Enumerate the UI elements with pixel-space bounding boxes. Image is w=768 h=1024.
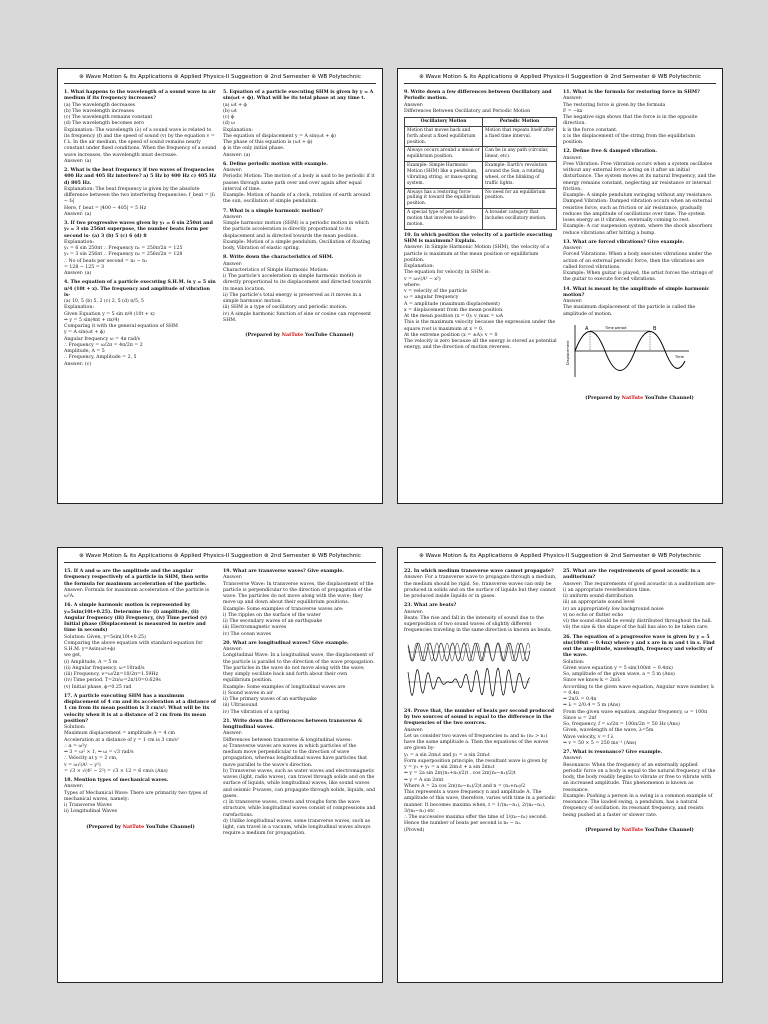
question-heading: 27. What is resonance? Give example. <box>563 750 663 755</box>
text-line: Answer: For a transverse wave to propagate through a medium, the medium should be rigid. So, transverse waves can only be produced in solids and on the surface of liquids but they cannot be produced inside liquids or in gases. <box>404 575 557 599</box>
text-line: Answer: The requirements of good acoustic in a auditorium are- <box>563 581 716 587</box>
text-line: ∴ Velocity at y = 2 cm, <box>64 756 118 762</box>
text-line: Explanation: <box>64 239 94 245</box>
text-line: ⇒ 3 = ω² × 1, ⇒ ω = √3 rad/s <box>64 750 134 755</box>
text-line: Solution: <box>563 659 585 665</box>
text-line: F = −kx <box>563 108 583 114</box>
content-block <box>404 569 557 635</box>
document-page-3 <box>57 547 383 983</box>
content-block <box>404 709 557 834</box>
text-line: (ii) Angular frequency, ω=10rad/s <box>64 665 145 671</box>
text-line: Answer: (c) <box>64 361 92 367</box>
content-block <box>563 90 716 318</box>
footer-prefix: (Prepared by <box>86 823 123 830</box>
text-line: Damped Vibration: Damped vibration occurs when an external resistive force, such as friction or air resistance, gradually reduces the amplitude of oscillations over time. The system loses energy as it vibrates, eventually coming to rest. <box>563 199 713 223</box>
text-line: Comparing the above equation with standard equation for S.H.M. y=Asin(ωt+ϕ) <box>64 640 203 652</box>
text-line: i) The ripples on the surface of the water <box>223 612 321 618</box>
text-line: y₁ = a sin 2πn₁t and y₂ = a sin 2πn₂t <box>404 752 490 758</box>
page-column-right <box>223 566 376 976</box>
text-line: iv) an appropriately low background noise <box>563 606 664 612</box>
document-page-4 <box>397 547 723 983</box>
text-line: Answer: <box>563 246 583 251</box>
footer-prefix: (Prepared by <box>245 332 282 338</box>
beats-waveform-diagram <box>404 638 534 700</box>
text-line: y = A sin(ωt + ϕ) <box>64 330 105 336</box>
text-line: Wave velocity, v = f λ <box>563 734 614 740</box>
label-a: A <box>585 325 589 332</box>
text-line: ii) The primary waves of an earthquake <box>223 697 317 702</box>
text-line: ⇒ λ = 2/0.4 = 5 m (Ans) <box>563 703 621 709</box>
text-line: This represents a wave frequency n and amplitude A. The amplitude of this wave, therefore, varies with time in a periodic manner. It becomes maxima when, t = 1/(n₂−n₁), 2/(n₂−n₁), 3/(n₂−n₁) etc <box>404 790 556 814</box>
footer-credit <box>223 332 376 338</box>
question-heading: 26. The equation of a progressive wave is given by y = 5 sin(100πt − 0.4πx) where y and x are in m and t in s. Find out the amplitude, wavelength, frequency and velocity of the wave. <box>563 634 715 659</box>
question-heading: 18. Mention types of mechanical waves. <box>64 778 169 783</box>
text-line: Simple harmonic motion (SHM) is a periodic motion in which the particle acceleration is directly proportional to its displacement and is directed towards the mean position. <box>223 221 369 239</box>
text-line: x = displacement from the mean position. <box>404 307 504 313</box>
text-line: Answer: <box>223 168 243 173</box>
text-line: vii) the size & the shape of the hall has also to be taken care. <box>563 625 709 631</box>
text-line: The negative sign shows that the force is in the opposite direction. <box>563 115 698 127</box>
text-line: Explanation: The beat frequency is given by the absolute difference between the two interfering frequencies: f_beat = |f₁ − f₂| <box>64 186 216 205</box>
question-heading: 2. What is the beat frequency if two waves of frequencies 400 Hz and 405 Hz interfere? a) 5 Hz b) 400 Hz c) 405 Hz d) 805 Hz. <box>64 168 217 186</box>
text-line: Here, f_beat = |400 − 405| = 5 Hz <box>64 205 147 211</box>
footer-brand: NatTute <box>122 823 145 830</box>
text-line: Forced Vibrations: When a body executes vibrations under the action of an external periodic force, then the vibrations are called forced vibrations. <box>563 252 712 270</box>
text-line: ⇒ 2π/λ = 0.4π <box>563 697 597 702</box>
text-line: Example: Pushing a person in a swing is a common example of resonance. The loaded swing, a pendulum, has a natural frequency of oscillation, its resonant frequency, and resists being pushed at a faster or slower rate. <box>563 793 713 818</box>
text-line: The maximum displacement of the particle is called the amplitude of motion. <box>563 305 696 317</box>
text-line: Answer: <box>223 731 243 737</box>
text-line: iv) The vibration of a spring <box>223 709 290 715</box>
text-line: Since ω = 2πf <box>563 715 597 721</box>
text-line: Answer: <box>563 299 583 304</box>
question-heading: 8. Write down the characteristics of SHM. <box>223 255 334 261</box>
text-line: Form superposition principle, the resultant wave is given by <box>404 758 548 764</box>
page-header: ⊛ Wave Motion & its Applications ⊛ Applied Physics-II Suggestion ⊛ 2nd Semester ⊛ WB Polytechnic <box>404 553 716 563</box>
content-block <box>404 233 557 352</box>
text-line: iii) Electromagnetic waves <box>223 625 287 631</box>
text-line: Example: Motion of hands of a clock, rotation of earth around the sun, oscillation of simple pendulum. <box>223 193 371 205</box>
text-line: (iii) Frequency, ν=ω/2π=10/2π=1.59Hz <box>64 672 159 677</box>
text-line: Answer: In Simple Harmonic Motion (SHM), the velocity of a particle is maximum at the mean position or equilibrium position. <box>404 245 550 263</box>
text-line: Beats: The rise and fall in the intensity of sound due to the superposition of two sound waves of slightly different frequencies traveling in the same direction is known as beats. <box>404 615 552 634</box>
question-heading: 20. What are longitudinal waves? Give example. <box>223 640 349 646</box>
text-line: x is the displacement of the string from the equilibrium position. <box>563 133 696 145</box>
question-heading: 11. What is the formula for restoring force in SHM? <box>563 90 700 95</box>
text-line: y₁ = 6 sin 250πt ∴ Frequency n₁ = 250π/2π = 125 <box>64 246 183 251</box>
footer-credit <box>64 824 217 830</box>
table-row <box>405 162 557 188</box>
text-line: v = velocity of the particle <box>404 289 467 294</box>
text-line: Resonance: When the frequency of an externally applied periodic force on a body is equal to the natural frequency of the body, the body readily begins to vibrate or free to vibrate with an increased amplitude. This phenomenon is known as resonance. <box>563 762 716 793</box>
text-line: Answer: <box>223 214 243 220</box>
text-line: So, frequency, f = ω/2π = 100π/2π = 50 Hz (Ans) <box>563 722 680 727</box>
text-line: The equation of displacement y = A sin(ωt + ϕ) <box>223 133 336 139</box>
text-line: Differences between transverse & longitudinal waves: <box>223 737 353 743</box>
text-line: Answer: <box>563 155 583 161</box>
question-heading: 17. A particle executing SHM has a maximum displacement of 4 cm and its acceleration at a distance of 1 cm from its mean position is 3 cm/s². What will be its velocity when it is at a distance of 2 cm from its mean position? <box>64 693 216 724</box>
content-block <box>64 569 217 816</box>
text-line: = 128 − 125 = 3 <box>64 264 105 270</box>
text-line: At the extreme position (x = ±A): v = 0 <box>404 332 498 338</box>
amplitude-diagram <box>563 321 693 381</box>
question-heading: 25. What are the requirements of good acoustic in a auditorium? <box>563 569 701 581</box>
text-line: ϕ is the only initial phase. <box>223 146 285 152</box>
table-cell: Example: Simple Harmonic Motion (SHM) like a pendulum, vibrating string, or mass-spring system. <box>405 162 483 188</box>
text-line: Periodic Motion: The motion of a body is said to be periodic if it passes through same path over and over again after equal interval of time. <box>223 174 375 192</box>
text-line: Let us consider two waves of frequencies n₁ and n₂ (n₂ > n₁) have the same amplitude a. Then the equations of the waves are given by- <box>404 733 549 752</box>
text-line: ∴ α = ω²y <box>64 743 87 749</box>
text-line: i) Sound waves in air <box>223 690 274 696</box>
text-line: (a) 10, 5 (b) 5, 2 (c) 2, 5 (d) π/5, 5 <box>64 299 144 304</box>
text-line: ii) The particle's total energy is preserved as it moves in a simple harmonic motion. <box>223 292 362 304</box>
page-header: ⊛ Wave Motion & its Applications ⊛ Applied Physics-II Suggestion ⊛ 2nd Semester ⊛ WB Polytechnic <box>64 74 376 84</box>
footer-suffix: YouTube Channel) <box>643 395 694 401</box>
text-line: Given wave equation y = 5 sin(100πt − 0.4πx) <box>563 665 673 671</box>
text-line: (a) ωt + ϕ <box>223 102 247 108</box>
footer-suffix: YouTube Channel) <box>643 826 694 833</box>
text-line: Answer: <box>404 102 424 108</box>
question-heading: 14. What is meant by the amplitude of simple harmonic motion? <box>563 286 710 298</box>
text-line: iii) SHM is a type of oscillatory and periodic motion. <box>223 305 348 311</box>
text-line: ⇒ y = A sin 2πnt <box>404 777 444 783</box>
text-line: Where A = 2a cos 2π((n₂−n₁)/2)t and n = (n₁+n₂)/2 <box>404 783 526 789</box>
text-line: (v) Initial phase, ϕ=0.25 rad <box>64 684 132 690</box>
label-b: B <box>653 325 657 332</box>
text-line: The restoring force is given by the formula <box>563 102 666 108</box>
text-line: Example: A simple pendulum swinging without any resistance. <box>563 193 713 198</box>
question-heading: 16. A simple harmonic motion is represented by y=5sin(10t+0.25). Determine its- (i) amplitude, (ii) Angular frequency (iii) Frequency, (iv) Time period (v) Initial phase (Displacement is measured in metre and time in seconds) <box>64 603 208 634</box>
question-heading: 24. Prove that, the number of beats per second produced by two sources of sound is equal to the difference in the frequencies of the two sources. <box>404 708 555 727</box>
question-heading: 12. Define free & damped vibration. <box>563 149 658 155</box>
table-cell: Always has a restoring force pulling it toward the equilibrium position. <box>405 188 483 209</box>
text-line: Longitudinal Wave: In a longitudinal wave, the displacement of the particle is parallel to the direction of the wave propagation. The particles in the wave do not move along with the wave; they simply oscillate back and forth about their own equilibrium position. <box>223 653 375 684</box>
text-line: iv) The ocean waves <box>223 631 272 637</box>
text-line: Explanation: <box>64 305 94 311</box>
text-line: Answer: <box>404 609 424 615</box>
text-line: k is the force constant. <box>563 127 618 133</box>
question-heading: 13. What are forced vibrations? Give example. <box>563 239 685 245</box>
text-line: Answer: Formula for maximum acceleration of the particle is ω²A. <box>64 587 210 599</box>
content-block <box>563 569 716 819</box>
text-line: Explanation: <box>223 127 253 133</box>
text-line: a) Transverse waves are waves in which particles of the medium move perpendicular to the direction of wave propagation, whereas longitudinal waves have particles that move parallel to the wave's direction. <box>223 743 368 768</box>
question-heading: 19. What are transverse waves? Give example. <box>223 569 344 574</box>
text-line: iii) Ultrasound <box>223 703 258 709</box>
table-cell: Example: Earth's revolution around the Sun, a rotating wheel, or the blinking of traffic lights. <box>483 162 557 188</box>
table-row <box>405 126 557 147</box>
question-heading: 21. Write down the differences between transverse & longitudinal waves. <box>223 718 363 730</box>
text-line: Given, wavelength of the wave, λ=5m <box>563 728 654 734</box>
table-header-cell: Periodic Motion <box>483 118 557 127</box>
question-heading: 10. In which position the velocity of a particle executing SHM is maximum? Explain. <box>404 232 553 244</box>
question-heading: 15. If A and ω are the amplitude and the angular frequency respectively of a particle in SHM, then write the formula for maximum acceleration of the particle. <box>64 569 209 587</box>
text-line: we get, <box>64 653 82 659</box>
table-row <box>405 188 557 209</box>
table-row <box>405 209 557 230</box>
page-header: ⊛ Wave Motion & its Applications ⊛ Applied Physics-II Suggestion ⊛ 2nd Semester ⊛ WB Polytechnic <box>404 74 716 84</box>
text-line: ii) The secondary waves of an earthquake <box>223 619 323 624</box>
text-line: Answer: <box>64 784 84 790</box>
text-line: Solution: <box>64 725 86 730</box>
question-heading: 22. In which medium transverse wave cannot propagate? <box>404 569 554 574</box>
text-line: y₂ = 3 sin 256πt ∴ Frequency n₂ = 256π/2π = 128 <box>64 252 183 258</box>
text-line: (c) The wavelength remains constant <box>64 115 153 120</box>
text-line: Comparing it with the general equation of SHM <box>64 324 178 329</box>
text-line: y = y₁ + y₂ = a sin 2πn₁t + a sin 2πn₂t <box>404 765 495 770</box>
text-line: Answer: (a) <box>223 152 251 158</box>
text-line: v) no echo or flutter echo <box>563 612 624 618</box>
question-heading: 1. What happens to the wavelength of a sound wave in air medium if its frequency increases? <box>64 90 216 102</box>
text-line: Given Equation y = 5 sin π/4 (10t + x) <box>64 311 155 317</box>
table-header-cell: Oscillatory Motion <box>405 118 483 127</box>
text-line: (c) ϕ <box>223 115 234 120</box>
text-line: Characteristics of Simple Harmonic Motion: <box>223 267 329 273</box>
text-line: This is the maximum velocity because the expression under the square root is maximum at x = 0. <box>404 320 556 332</box>
text-line: (iv) Time period, T=2π/ω=2π/10=0.629s <box>64 678 161 684</box>
text-line: Amplitude, A = 5 <box>64 349 105 354</box>
text-line: i) an appropriate reverberation time. <box>563 587 651 593</box>
footer-brand: NatTute <box>281 332 304 338</box>
text-line: Example: A car suspension system, where the shock absorbers reduce vibrations after hitting a bump. <box>563 224 713 236</box>
text-line: Answer: (a) <box>64 211 92 217</box>
text-line: Maximum displacement = amplitude A = 4 cm <box>64 731 176 737</box>
text-line: i) Transverse Waves <box>64 803 112 808</box>
page-column-right <box>563 566 716 976</box>
text-line: (Proved) <box>404 827 425 833</box>
page-header: ⊛ Wave Motion & its Applications ⊛ Applied Physics-II Suggestion ⊛ 2nd Semester ⊛ WB Polytechnic <box>64 553 376 563</box>
text-line: Example: Some examples of transverse waves are: <box>223 606 344 612</box>
text-line: The phase of this equation is (ωt + ϕ) <box>223 140 313 145</box>
label-time-period: Time period <box>605 325 627 330</box>
text-line: From the given wave equation, angular frequency, ω = 100π <box>563 709 708 715</box>
text-line: iv) A simple harmonic function of sine or cosine can represent SHM. <box>223 311 371 323</box>
text-line: v = ω√(A² − x²) <box>404 276 441 282</box>
text-line: (b) ωt <box>223 108 237 114</box>
table-cell: A special type of periodic motion that involves to-and-fro motion. <box>405 209 483 230</box>
text-line: The velocity is zero because all the energy is stored as potential energy, and the direction of motion reverses. <box>404 339 557 351</box>
footer-credit <box>563 395 716 401</box>
text-line: Types of Mechanical Wave: There are primarily two types of mechanical waves, namely: <box>64 790 208 802</box>
text-line: ⇒ v = 50 × 5 = 250 ms⁻¹ (Ans) <box>563 740 637 746</box>
text-line: Since we know k = 2π/λ <box>563 678 621 684</box>
text-line: (i) Amplitude, A = 5 m <box>64 659 118 665</box>
text-line: Answer: <box>563 96 583 102</box>
footer-prefix: (Prepared by <box>585 826 622 833</box>
question-heading: 5. Equation of a particle executing SHM is given by y = A sin(ωt + ϕ). What will be its total phase at any time t. <box>223 90 374 102</box>
question-heading: 7. What is a simple harmonic motion? <box>223 208 323 214</box>
page-column-left <box>64 566 217 976</box>
text-line: Answer: <box>223 647 243 652</box>
text-line: (b) The wavelength increases <box>64 108 135 114</box>
table-cell: Motion that moves back and forth about a fixed equilibrium position. <box>405 126 483 147</box>
comparison-table <box>404 117 557 230</box>
text-line: So, amplitude of the given wave, a = 5 m (Ans) <box>563 672 675 677</box>
question-heading: 23. What are beats? <box>404 603 457 609</box>
footer-suffix: YouTube Channel) <box>144 823 195 830</box>
footer-prefix: (Prepared by <box>585 395 622 401</box>
text-line: Differences Between Oscillatory and Periodic Motion <box>404 108 531 114</box>
text-line: Free Vibration: Free vibration occurs when a system oscillates without any external force acting on it after an initial disturbance. The system moves at its natural frequency, and the energy remains constant, neglecting air resistance or internal friction. <box>563 161 716 192</box>
text-line: i) The particle's acceleration in simple harmonic motion is directly proportional to its displacement and directed towards its mean location. <box>223 274 372 292</box>
text-line: Answer: (a) <box>64 158 92 164</box>
document-page-1 <box>57 68 383 504</box>
text-line: d) Unlike longitudinal waves, some transverse waves, such as light, can travel in a vacuum, while longitudinal waves always require a medium for propagation. <box>223 818 371 837</box>
text-line: Example: When guitar is played, the artist forces the strings of the guitar to execute forced vibrations. <box>563 271 713 283</box>
question-heading: 6. Define periodic motion with example. <box>223 161 328 167</box>
text-line: A = amplitude (maximum displacement) <box>404 301 500 307</box>
table-cell: A broader category that includes oscillatory motion. <box>483 209 557 230</box>
text-line: ω = angular frequency <box>404 295 459 301</box>
text-line: The equation for velocity in SHM is: <box>404 270 490 276</box>
footer-credit <box>563 827 716 833</box>
text-line: v = ω√(A² − y²) <box>64 762 101 768</box>
label-time: Time <box>675 354 684 359</box>
text-line: Answer: <box>223 575 243 581</box>
table-row <box>405 147 557 162</box>
text-line: Solution: Given, y=5sin(10t+0.25) <box>64 634 146 640</box>
text-line: Example: Some examples of longitudinal waves are <box>223 684 346 690</box>
page-column-left <box>404 566 557 976</box>
question-heading: 3. If two progressive waves given by y₁ = 6 sin 250πt and y₂ = 3 sin 256πt superpose, the number beats form per second is- (a) 3 (b) 5 (c) 6 (d) 8 <box>64 221 213 239</box>
text-line: vi) the sound should be evenly distributed throughout the hall. <box>563 619 713 624</box>
footer-brand: NatTute <box>621 826 644 833</box>
table-cell: Motion that repeats itself after a fixed time interval. <box>483 126 557 147</box>
page-column-left <box>404 87 557 497</box>
text-line: ∴ Frequency, Amplitude = 2, 5 <box>64 355 137 361</box>
text-line: ∴ No of beats per second = n₂ − n₁ <box>64 258 148 264</box>
text-line: Acceleration at a distance of y = 1 cm is 3 cm/s² <box>64 737 179 743</box>
question-heading: 4. The equation of a particle executing S.H.M. is y = 5 sin π/4 (10t + x). The frequency and amplitude of vibration is- <box>64 280 216 298</box>
table-cell: Always occurs around a mean or equilibrium position. <box>405 147 483 162</box>
content-block <box>223 90 376 324</box>
text-line: ii) uniform sound distribution <box>563 594 634 599</box>
table-cell: Can be in any path (circular, linear, etc). <box>483 147 557 162</box>
text-line: According to the given wave equation, Angular wave number, k = 0.4π <box>563 684 714 696</box>
text-line: ⇒ y = 5 sin(4πt + πx/4) <box>64 317 120 323</box>
text-line: where: <box>404 282 421 288</box>
text-line: (d) The wavelength becomes zero <box>64 121 145 127</box>
text-line: Transverse Wave: In transverse waves, the displacement of the particle is perpendicular to the direction of propagation of the wave. The particles do not move along with the wave; they move up and down about their equilibrium positions. <box>223 581 374 606</box>
text-line: ∴ The successive maxima offer the time of 1/(n₂−n₁) second. <box>404 815 548 820</box>
text-line: Answer: <box>223 261 243 267</box>
text-line: ∴ Frequency = ω/2π = 4π/2π = 2 <box>64 342 143 348</box>
text-line: b) Transverse waves, such as water waves and electromagnetic waves (light, radio waves), can travel through solids and on the surface of liquids, while longitudinal waves, like sound waves and seismic P-waves, can propagate through solids, liquids, and gases. <box>223 768 376 799</box>
page-column-left <box>64 87 217 497</box>
text-line: Angular frequency ω = 4π rad/s <box>64 336 141 342</box>
text-line: Explanation: <box>404 264 434 269</box>
text-line: = √3 × √(4² − 2²) = √3 × 12 = 6 cm/s (Ans) <box>64 768 168 774</box>
question-heading: 9. Write down a few differences between Oscillatory and Periodic motion. <box>404 90 552 102</box>
text-line: Hence the number of beats per second is n₂ − n₁. <box>404 821 522 827</box>
text-line: Explanation: The wavelength (λ) of a sound wave is related to its frequency (f) and the speed of sound (v) by the equation v = f λ. In the air medium, the speed of sound remains nearly constant under fixed conditions. When the frequency of a sound wave increases, the wavelength must decrease. <box>64 127 217 158</box>
content-block <box>404 90 557 115</box>
page-column-right <box>563 87 716 497</box>
text-line: Example: Motion of a simple pendulum, Oscillation of floating body, Vibration of elastic spring. <box>223 239 371 251</box>
text-line: Answer: <box>404 727 424 733</box>
text-line: ⇒ y = 2a sin 2π((n₁+n₂)/2)t . cos 2π((n₂−n₁)/2)t <box>404 771 516 777</box>
text-line: (d) ω <box>223 121 235 127</box>
text-line: (a) The wavelength decreases <box>64 102 136 108</box>
document-page-2 <box>397 68 723 504</box>
text-line: Answer: <box>563 756 583 762</box>
text-line: ii) Longitudinal Waves <box>64 809 118 815</box>
footer-brand: NatTute <box>621 395 644 401</box>
text-line: Answer: (a) <box>64 271 92 276</box>
label-displacement: Displacement <box>566 340 570 365</box>
text-line: c) In transverse waves, crests and troughs form the wave structure, while longitudinal waves consist of compressions and rarefactions. <box>223 800 376 818</box>
footer-suffix: YouTube Channel) <box>303 332 354 338</box>
text-line: iii) an appropriate sound level <box>563 600 635 606</box>
text-line: At the mean position (x = 0): v_max = ωA <box>404 314 504 319</box>
table-cell: No need for an equilibrium position. <box>483 188 557 209</box>
page-column-right <box>223 87 376 497</box>
